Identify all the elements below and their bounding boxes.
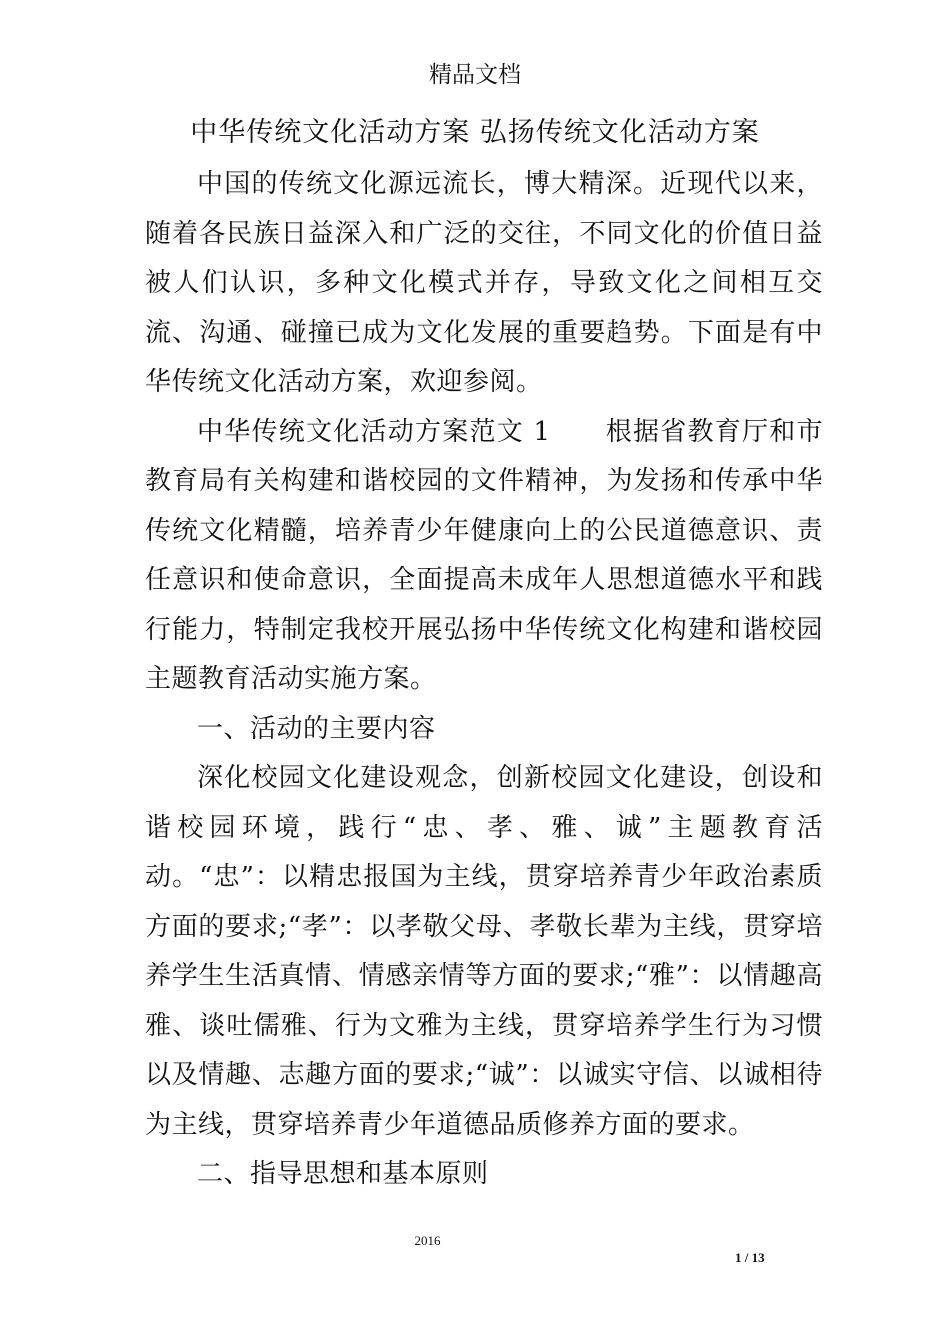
- section-heading-one: 一、活动的主要内容: [197, 713, 436, 744]
- document-header-label: 精品文档: [429, 62, 521, 88]
- page-number: 1 / 13: [735, 1250, 765, 1265]
- section-heading-two: 二、指导思想和基本原则: [197, 1159, 489, 1189]
- document-title: 中华传统文化活动方案 弘扬传统文化活动方案: [190, 117, 760, 148]
- paragraph-intro: 中国的传统文化源远流长，博大精深。近现代以来，随着各民族日益深入和广泛的交往，不同文化的价值日益被人们认识，多种文化模式并存，导致文化之间相互交流、沟通、碰撞已成为文化发展的重要趋势。下面是有中华传统文化活动方案，欢迎参阅。: [145, 169, 823, 397]
- footer-year: 2016: [414, 1233, 441, 1248]
- paragraph-content: 深化校园文化建设观念，创新校园文化建设，创设和谐校园环境，践行“忠、孝、雅、诚”主题教育活动。“忠”：以精忠报国为主线，贯穿培养青少年政治素质方面的要求;“孝”：以孝敬父母、孝敬长辈为主线，贯穿培养学生生活真情、情感亲情等方面的要求;“雅”：以情趣高雅、谈吐儒雅、行为文雅为主线，贯穿培养学生行为习惯以及情趣、志趣方面的要求;“诚”：以诚实守信、以诚相待为主线，贯穿培养青少年道德品质修养方面的要求。: [145, 763, 823, 1140]
- document-body: [145, 160, 823, 1200]
- paragraph-sample-one: 中华传统文化活动方案范文 1 根据省教育厅和市教育局有关构建和谐校园的文件精神，为发扬和传承中华传统文化精髓，培养青少年健康向上的公民道德意识、责任意识和使命意识，全面提高未成年人思想道德水平和践行能力，特制定我校开展弘扬中华传统文化构建和谐校园主题教育活动实施方案。: [145, 416, 823, 694]
